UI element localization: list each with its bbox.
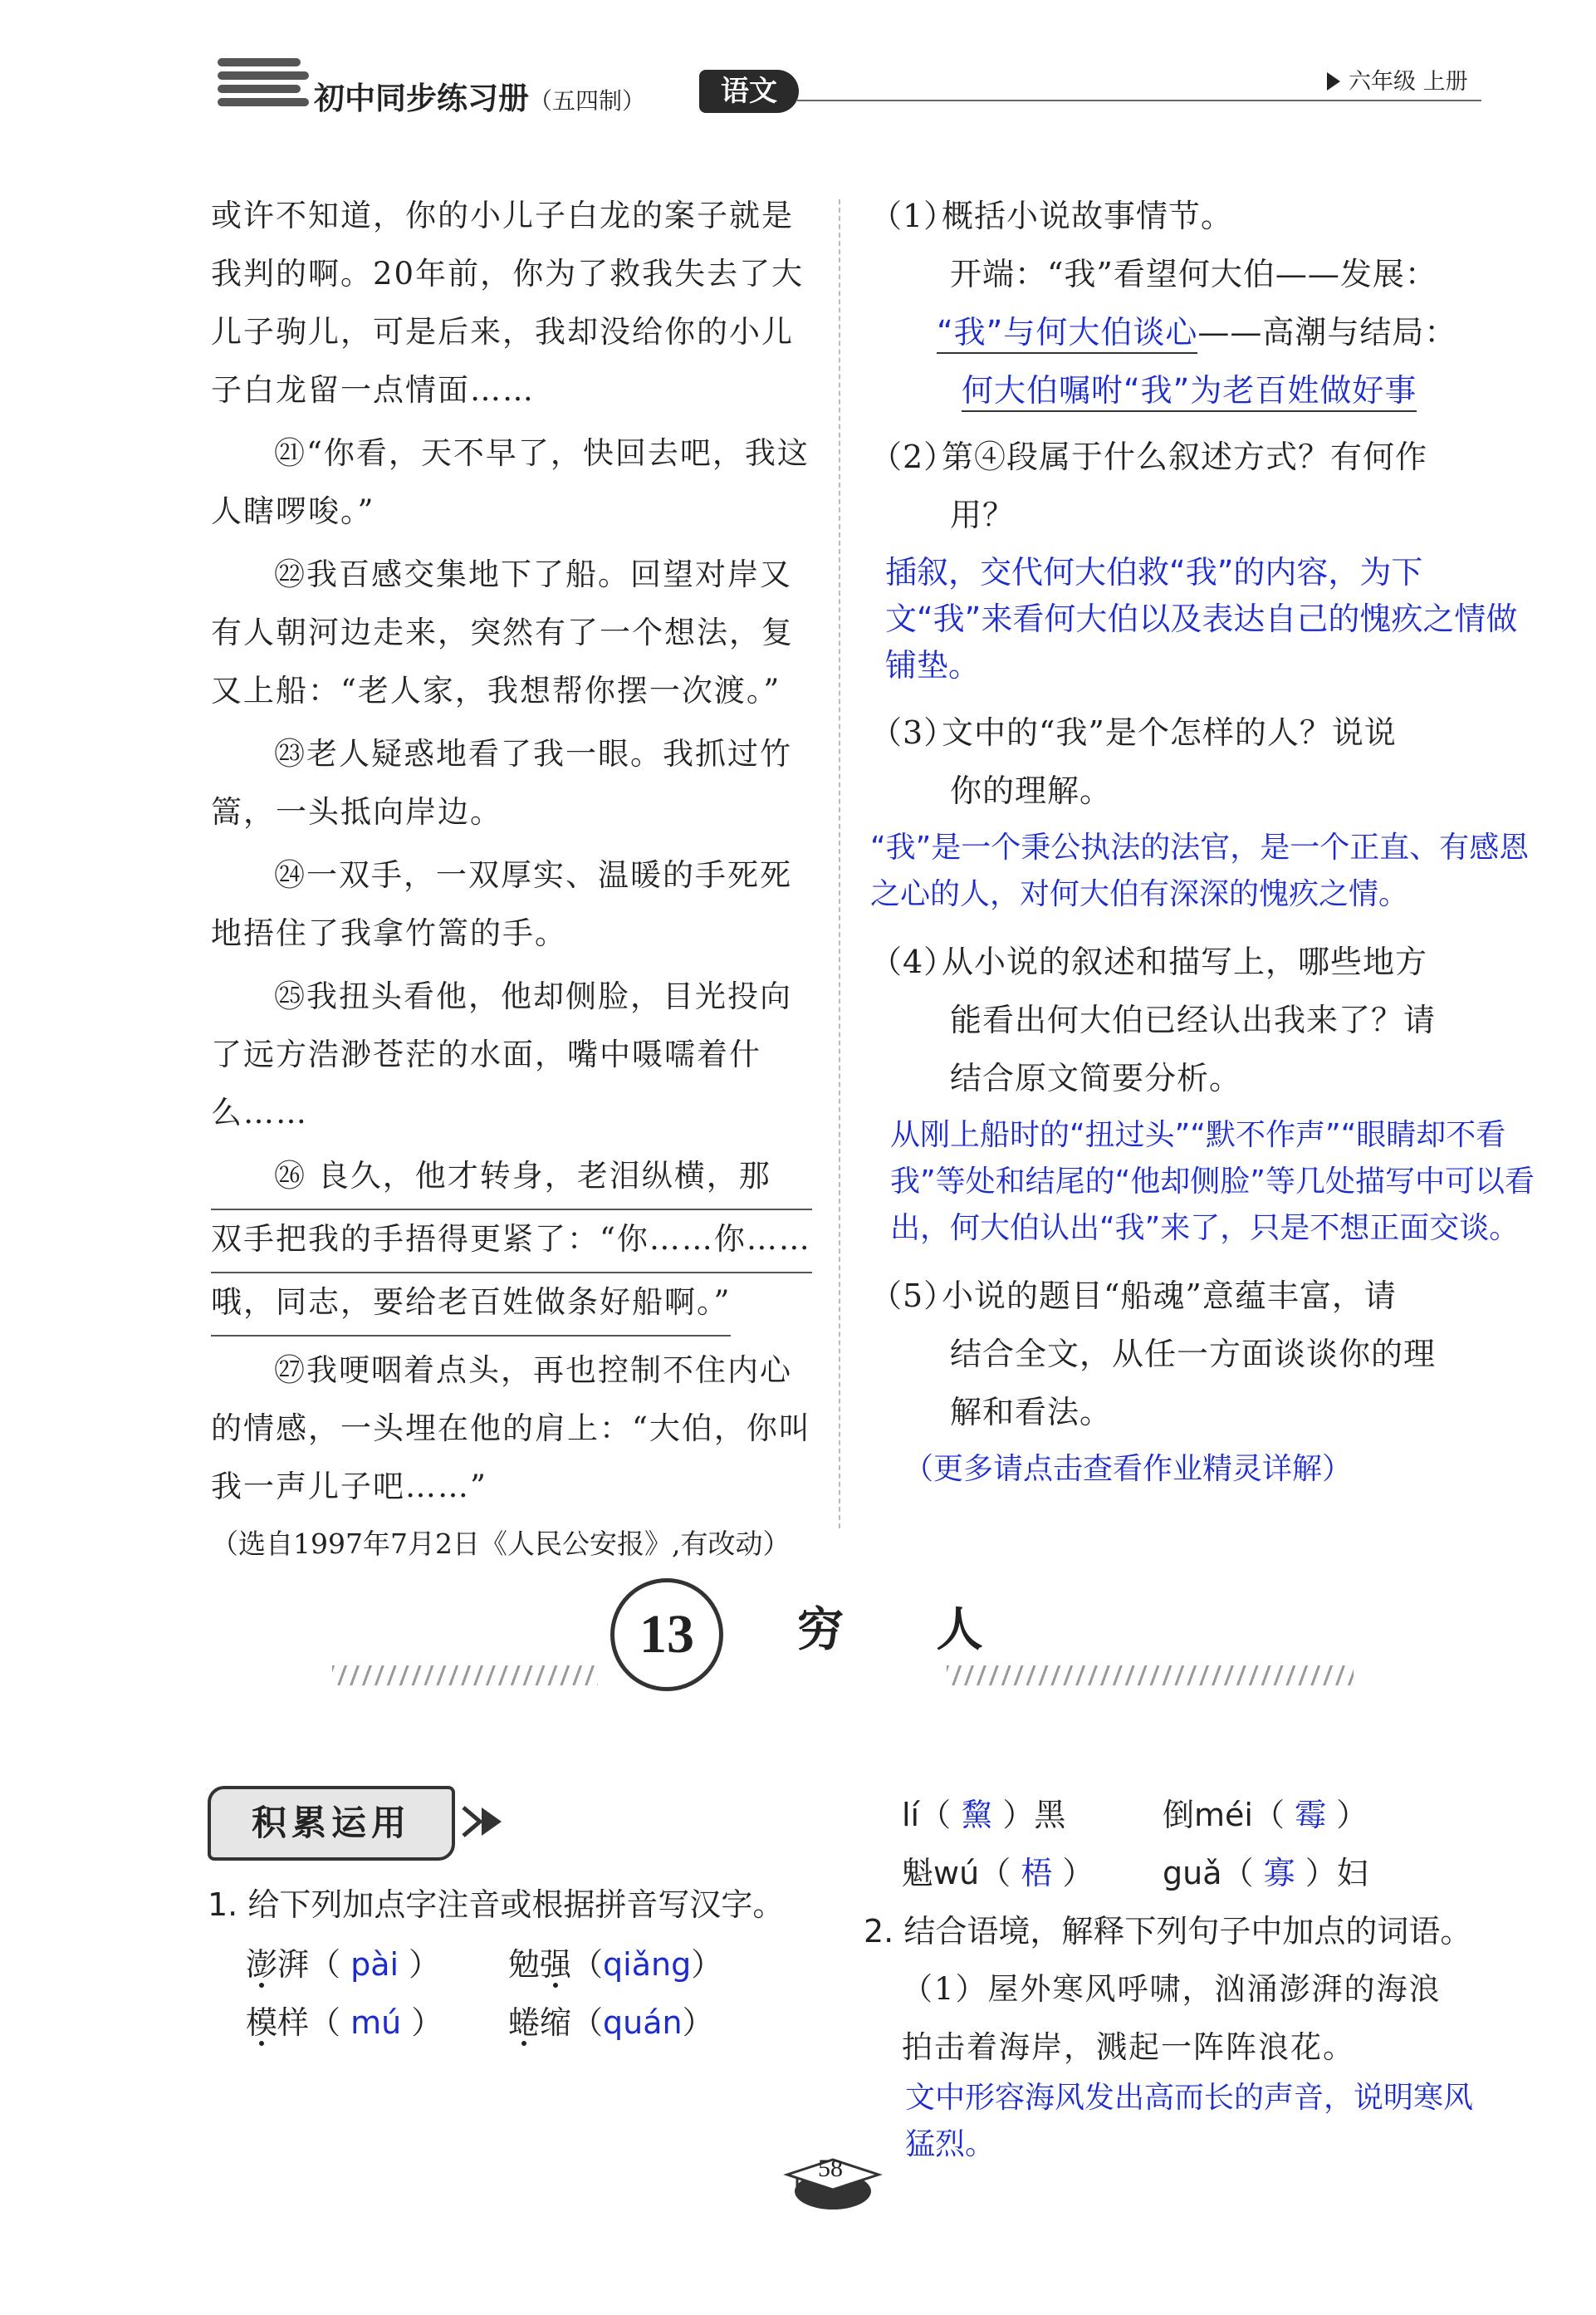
underlined-line: 哦，同志，要给老百姓做条好船啊。” bbox=[211, 1273, 731, 1337]
answer-text: mú bbox=[350, 2004, 402, 2041]
pinyin-item: 蜷缩（quán） bbox=[508, 2004, 714, 2041]
answer-text: 寡 bbox=[1263, 1855, 1295, 1891]
story-paragraph: ㉗我哽咽着点头，再也控制不住内心的情感，一头埋在他的肩上：“大伯，你叫我一声儿子吧……” bbox=[211, 1352, 811, 1504]
exercise-1-prompt: 1. 给下列加点字注音或根据拼音写汉字。 bbox=[208, 1886, 785, 1923]
question-5: （5）小说的题目“船魂”意蕴丰富，请 结合全文，从任一方面谈谈你的理 解和看法。 （更多请点击查看作业精灵详解） bbox=[870, 1267, 1535, 1493]
hanzi-item: guǎ（ 寡 ）妇 bbox=[1163, 1855, 1368, 1891]
subject-badge: 语文 bbox=[699, 70, 799, 113]
story-paragraph: ㉓老人疑惑地看了我一眼。我抓过竹篙，一头抵向岸边。 bbox=[211, 736, 792, 830]
underlined-paragraph bbox=[211, 1147, 812, 1337]
decorative-stripes bbox=[947, 1665, 1354, 1685]
hanzi-item: 魁wú（ 梧 ） bbox=[902, 1855, 1094, 1891]
underlined-line: 双手把我的手捂得更紧了：“你……你…… bbox=[211, 1210, 812, 1273]
story-paragraph: ㉒我百感交集地下了船。回望对岸又有人朝河边走来，突然有了一个想法，复又上船：“老人家，我想帮你摆一次渡。” bbox=[211, 557, 794, 709]
exercise-2-prompt: 2. 结合语境，解释下列句子中加点的词语。 bbox=[864, 1913, 1472, 1950]
answer-text: 霉 bbox=[1295, 1797, 1327, 1833]
edition-label: （五四制） bbox=[529, 87, 646, 115]
story-text bbox=[211, 187, 812, 1572]
book-title: 初中同步练习册（五四制） bbox=[314, 80, 646, 116]
pinyin-item: 澎湃（ pài ） bbox=[246, 1946, 441, 1983]
lesson-title: 穷 人 bbox=[797, 1602, 1021, 1657]
answer-text: qiǎng bbox=[603, 1946, 692, 1983]
book-logo-icon bbox=[218, 58, 309, 116]
answer-text: 从刚上船时的“扭过头”“默不作声”“眼睛却不看我”等处和结尾的“他却侧脸”等几处描写中可以看出，何大伯认出“我”来了，只是不想正面交谈。 bbox=[890, 1118, 1535, 1245]
hanzi-item: lí（ 黧 ）黑 bbox=[902, 1797, 1066, 1833]
answer-text: pài bbox=[350, 1946, 399, 1983]
column-divider bbox=[839, 199, 840, 1528]
more-details-link[interactable]: （更多请点击查看作业精灵详解） bbox=[903, 1452, 1353, 1486]
question-2: （2）第④段属于什么叙述方式？有何作 用？ 插叙，交代何大伯救“我”的内容，为下文“我”来看何大伯以及表达自己的愧疚之情做铺垫。 bbox=[870, 428, 1535, 689]
pinyin-item: 模样（ mú ） bbox=[246, 2004, 443, 2041]
answer-text: 插叙，交代何大伯救“我”的内容，为下文“我”来看何大伯以及表达自己的愧疚之情做铺垫。 bbox=[885, 554, 1518, 684]
question-1: （1）概括小说故事情节。 开端：“我”看望何大伯——发展： “我”与何大伯谈心——高潮与结局： 何大伯嘱咐“我”为老百姓做好事 bbox=[870, 187, 1535, 419]
grade-label: 六年级 上册 bbox=[1327, 63, 1468, 96]
story-paragraph: ㉕我扭头看他，他却侧脸，目光投向了远方浩渺苍茫的水面，嘴中嗫嚅着什么…… bbox=[211, 978, 792, 1131]
story-paragraph: 或许不知道，你的小儿子白龙的案子就是我判的啊。20年前，你为了救我失去了大儿子驹儿，可是后来，我却没给你的小儿子白龙留一点情面…… bbox=[211, 198, 805, 408]
answer-text: quán bbox=[603, 2004, 683, 2041]
question-3: （3）文中的“我”是个怎样的人？说说 你的理解。 “我”是一个秉公执法的法官，是一个正直、有感恩之心的人，对何大伯有深深的愧疚之情。 bbox=[870, 704, 1535, 918]
decorative-stripes bbox=[332, 1665, 598, 1685]
exercise-2-sentence: （1）屋外寒风呼啸，汹涌澎湃的海浪 拍击着海岸，溅起一阵阵浪花。 bbox=[902, 1971, 1442, 2065]
page-number: 58 bbox=[818, 2155, 843, 2182]
section-title: 积累运用 bbox=[208, 1786, 455, 1861]
header-rule bbox=[797, 100, 1481, 101]
answer-text: 何大伯嘱咐“我”为老百姓做好事 bbox=[962, 372, 1417, 412]
questions-column bbox=[870, 187, 1535, 1508]
pinyin-item: 勉强（qiǎng） bbox=[508, 1946, 723, 1983]
answer-text: 梧 bbox=[1021, 1855, 1053, 1891]
story-paragraph: ㉑“你看，天不早了，快回去吧，我这人瞎啰唆。” bbox=[211, 435, 810, 529]
double-chevron-right-icon bbox=[458, 1801, 508, 1842]
story-paragraph: ㉔一双手，一双厚实、温暖的手死死地捂住了我拿竹篙的手。 bbox=[211, 857, 792, 951]
answer-text: “我”与何大伯谈心 bbox=[937, 314, 1197, 354]
source-citation: （选自1997年7月2日《人民公安报》,有改动） bbox=[211, 1528, 791, 1560]
underlined-line: ㉖ 良久，他才转身，老泪纵横，那 bbox=[211, 1147, 812, 1210]
hanzi-item: 倒méi（ 霉 ） bbox=[1163, 1797, 1368, 1833]
play-triangle-icon bbox=[1327, 72, 1340, 91]
answer-text: 黧 bbox=[961, 1797, 993, 1833]
answer-text: “我”是一个秉公执法的法官，是一个正直、有感恩之心的人，对何大伯有深深的愧疚之情。 bbox=[870, 831, 1530, 911]
answer-text: 文中形容海风发出高而长的声音，说明寒风猛烈。 bbox=[905, 2081, 1474, 2161]
question-4: （4）从小说的叙述和描写上，哪些地方 能看出何大伯已经认出我来了？请 结合原文简要分析。 从刚上船时的“扭过头”“默不作声”“眼睛却不看我”等处和结尾的“他却侧脸”等几处描写中可以看出，何大伯认出“我”来了，只是不想正面交谈。 bbox=[870, 933, 1535, 1252]
lesson-number: 13 bbox=[610, 1578, 723, 1691]
